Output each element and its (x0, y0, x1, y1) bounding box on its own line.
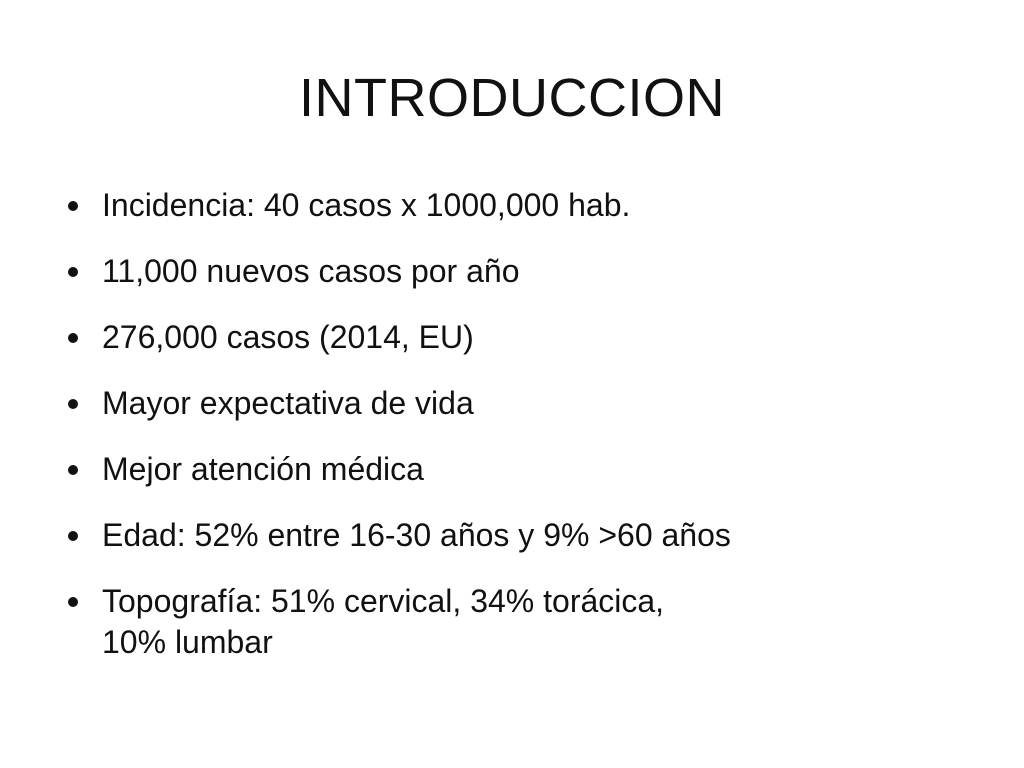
bullet-text: Incidencia: 40 casos x 1000,000 hab. (102, 187, 631, 223)
bullet-dot-icon (68, 465, 78, 475)
bullet-text: Topografía: 51% cervical, 34% torácica, 10% lumbar (102, 583, 665, 660)
bullet-item-nuevos-casos (60, 251, 960, 292)
bullet-item-edad (60, 515, 960, 556)
bullet-item-expectativa (60, 383, 960, 424)
bullet-list (60, 185, 960, 688)
bullet-item-atencion (60, 449, 960, 490)
bullet-text: 11,000 nuevos casos por año (102, 253, 520, 289)
bullet-dot-icon (68, 399, 78, 409)
bullet-dot-icon (68, 201, 78, 211)
bullet-dot-icon (68, 531, 78, 541)
bullet-dot-icon (68, 267, 78, 277)
bullet-text: 276,000 casos (2014, EU) (102, 319, 474, 355)
bullet-text: Edad: 52% entre 16-30 años y 9% >60 años (102, 517, 731, 553)
bullet-item-topografia (60, 581, 960, 663)
bullet-dot-icon (68, 597, 78, 607)
bullet-item-casos-2014 (60, 317, 960, 358)
bullet-text: Mejor atención médica (102, 451, 424, 487)
bullet-text: Mayor expectativa de vida (102, 385, 474, 421)
bullet-item-incidencia (60, 185, 960, 226)
slide-title: INTRODUCCION (299, 68, 725, 128)
bullet-dot-icon (68, 333, 78, 343)
